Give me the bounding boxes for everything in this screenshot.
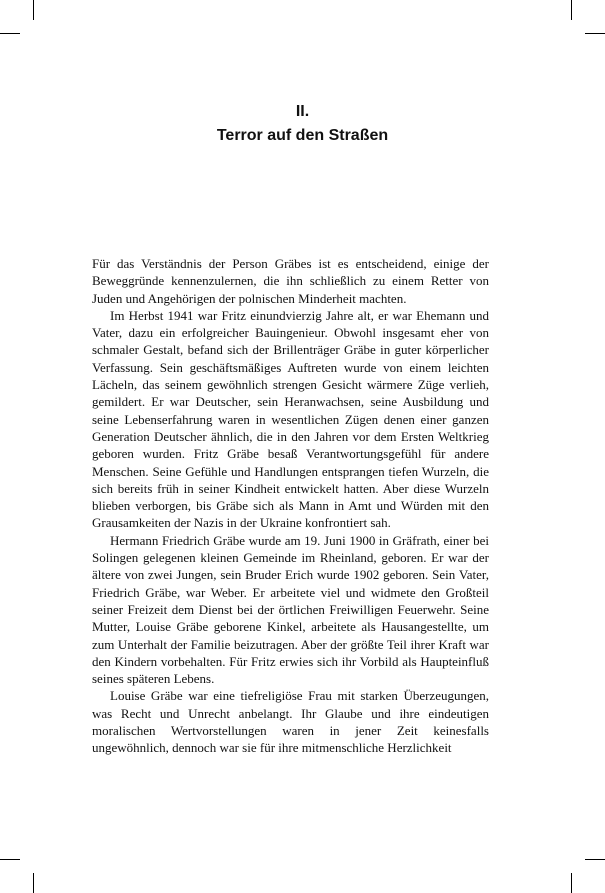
- crop-mark: [585, 33, 605, 34]
- chapter-body: [92, 255, 489, 757]
- paragraph: Für das Verständnis der Person Gräbes ist es entscheidend, einige der Beweggründe kennenzulernen, die ihn schließlich zu einem Retter von Juden und Angehörigen der polnischen Minderheit machten.: [92, 256, 489, 306]
- paragraph: Louise Gräbe war eine tiefreligiöse Frau mit starken Überzeugungen, was Recht und Unrecht anbelangt. Ihr Glaube und ihre eindeutigen moralischen Wertvorstellungen waren in jener Zeit keinesfalls ungewöhnlich, dennoch war sie für ihre mitmenschliche Herzlichkeit: [92, 688, 489, 756]
- paragraph: Im Herbst 1941 war Fritz einundvierzig Jahre alt, er war Ehemann und Vater, dazu ein erfolgreicher Bauingenieur. Obwohl insgesamt eher von schmaler Gestalt, befand sich der Brillenträger Gräbe in guter körperlicher Verfassung. Sein geschäftsmäßiges Auftreten wurde von einem leichten Lächeln, das seinem gewöhnlich strengen Gesicht wärmere Züge verlieh, gemildert. Er war Deutscher, sein Heranwachsen, seine Ausbildung und seine Lebenserfahrung waren in wesentlichen Zügen denen einer ganzen Generation Deutscher ähnlich, die in den Jahren vor dem Ersten Weltkrieg geboren wurden. Fritz Gräbe besaß Verantwortungsgefühl für andere Menschen. Seine Gefühle und Handlungen entsprangen tiefen Wurzeln, die sich bereits früh in seiner Kindheit entwickelt hatten. Aber diese Wurzeln blieben verborgen, bis Gräbe sich als Mann in Amt und Würden mit den Grausamkeiten der Nazis in der Ukraine konfrontiert sah.: [92, 307, 489, 531]
- crop-mark: [0, 33, 20, 34]
- crop-mark: [33, 0, 34, 20]
- chapter-title: Terror auf den Straßen: [216, 127, 389, 144]
- crop-mark: [571, 0, 572, 20]
- crop-mark: [585, 859, 605, 860]
- paragraph: Hermann Friedrich Gräbe wurde am 19. Juni 1900 in Gräfrath, einer bei Solingen gelegenen kleinen Gemeinde im Rheinland, geboren. Er war der ältere von zwei Jungen, sein Bruder Erich wurde 1902 geboren. Sein Vater, Friedrich Gräbe, war Weber. Er arbeitete viel und widmete den Großteil seiner Freizeit dem Dienst bei der örtlichen Freiwilligen Feuerwehr. Seine Mutter, Louise Gräbe geborene Kinkel, arbeitete als Hausangestellte, um zum Unterhalt der Familie beizutragen. Aber der größte Teil ihrer Kraft war den Kindern vorbehalten. Für Fritz erwies sich ihr Vorbild als Haupteinfluß seines späteren Lebens.: [92, 532, 489, 687]
- crop-mark: [33, 873, 34, 893]
- crop-mark: [0, 859, 20, 860]
- chapter-number: II.: [295, 103, 310, 120]
- crop-mark: [571, 873, 572, 893]
